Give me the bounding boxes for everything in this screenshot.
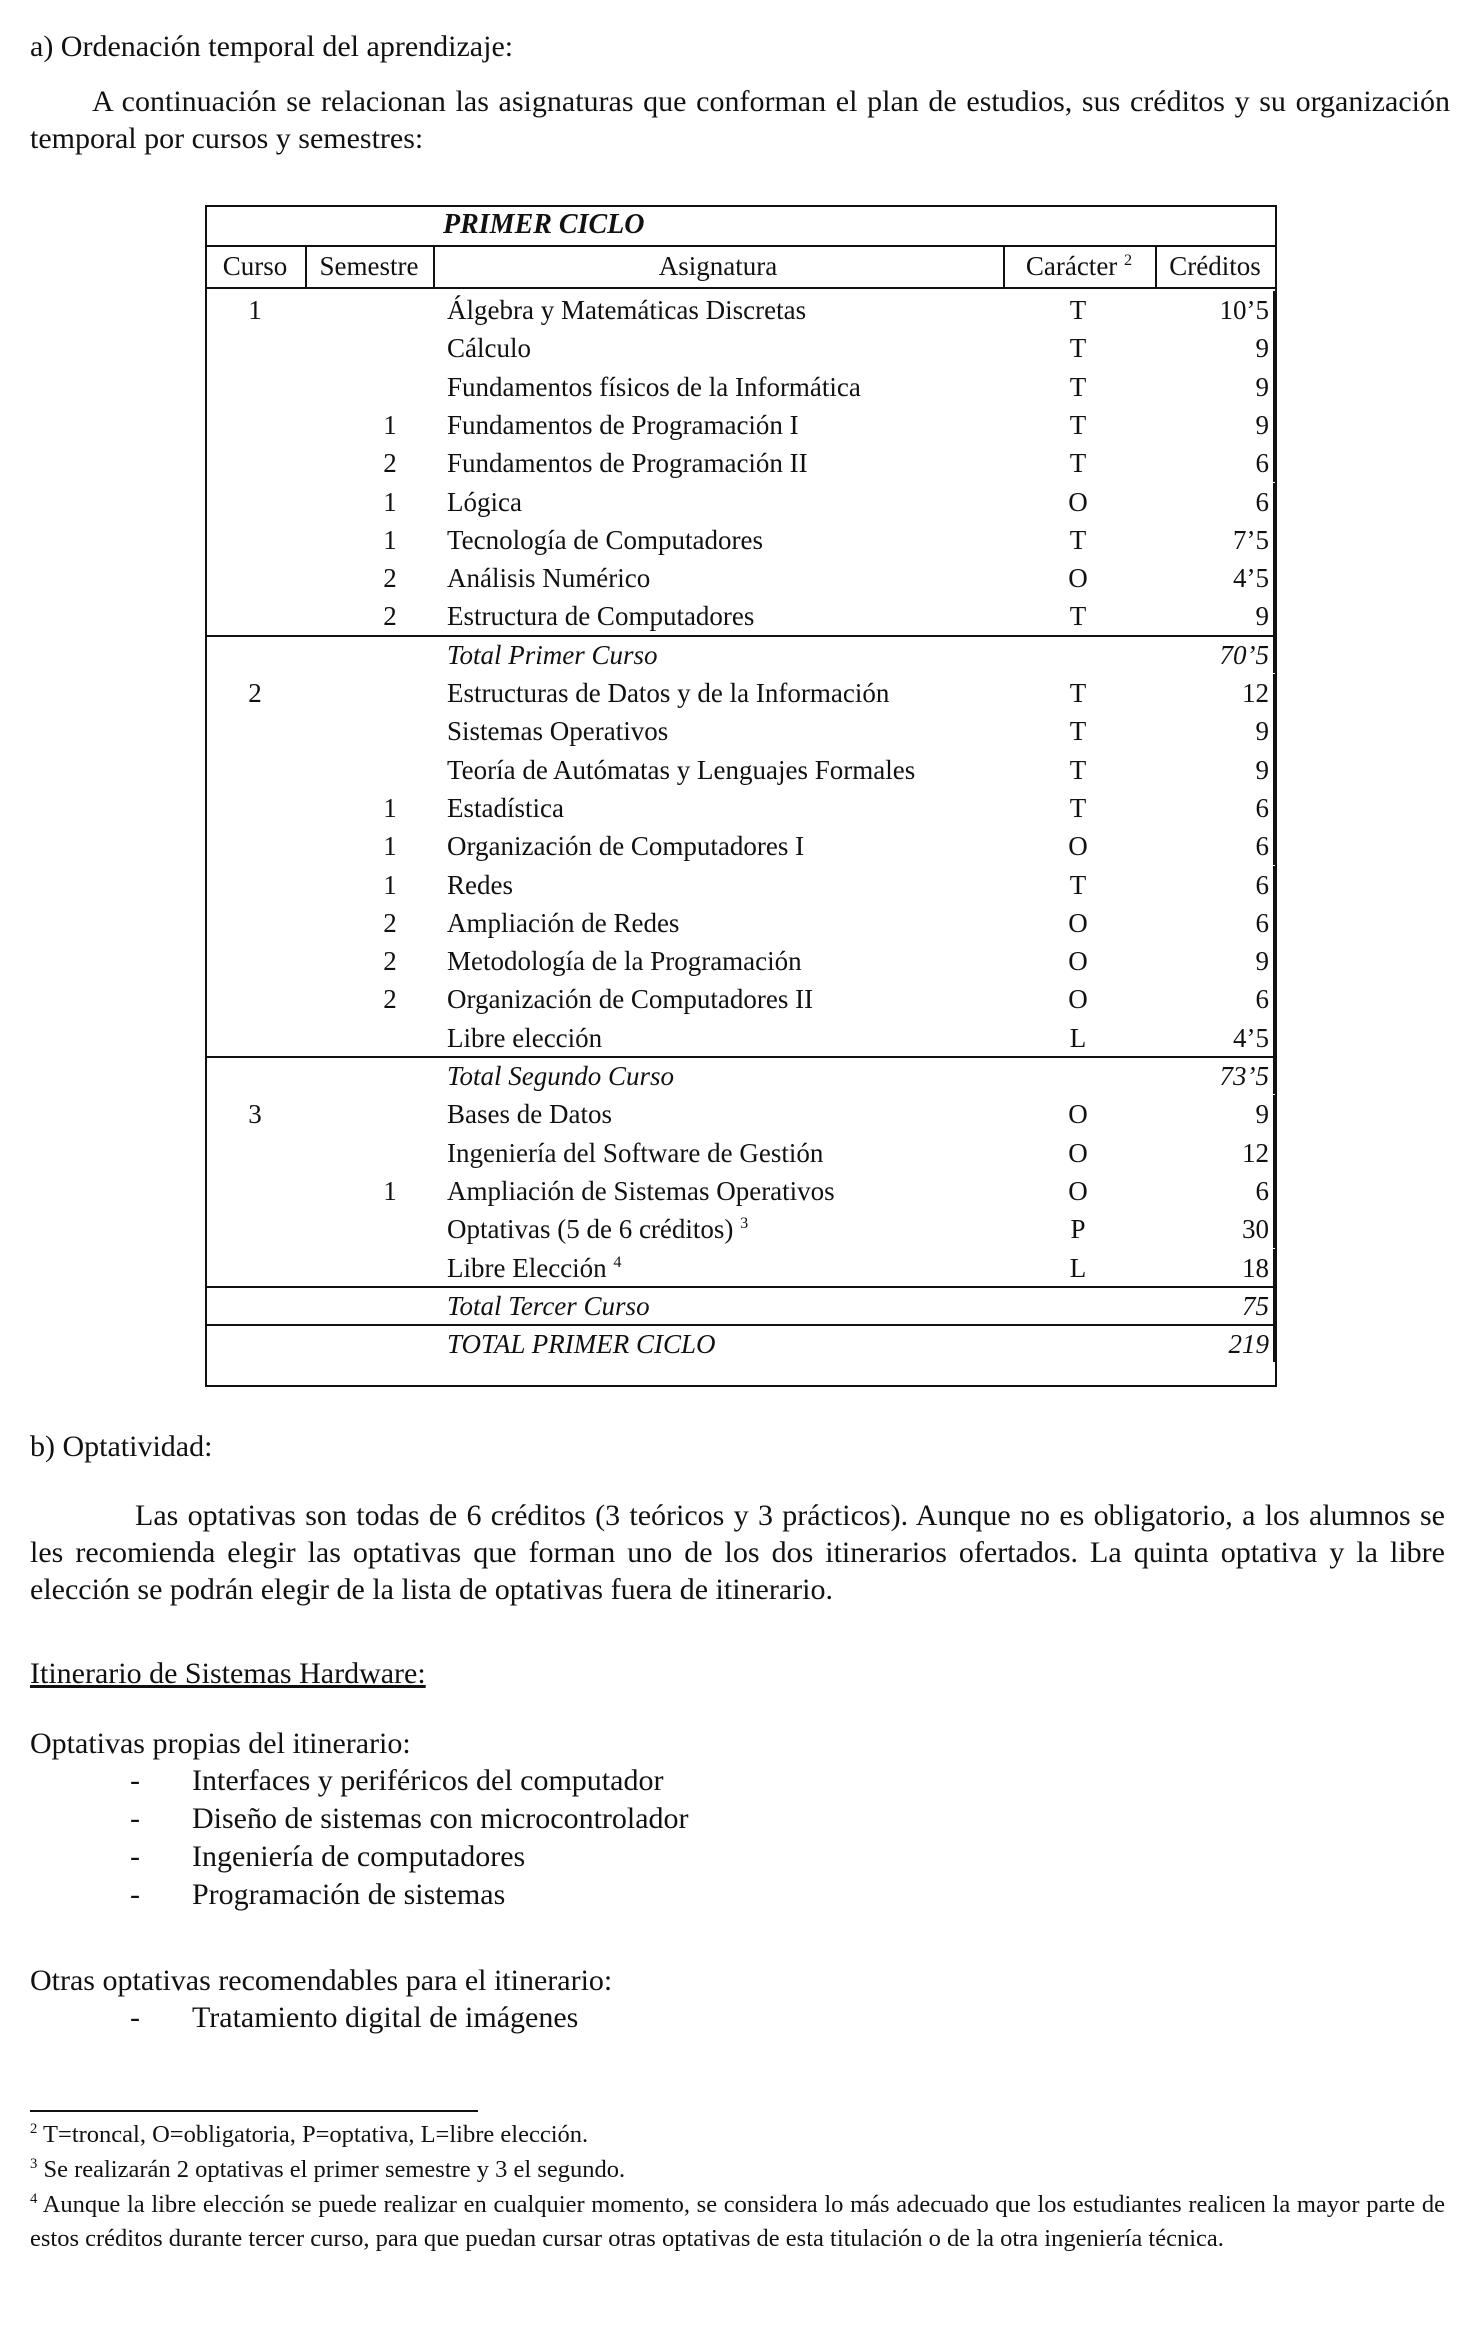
row-asignatura <box>447 368 1007 407</box>
row-caracter: T <box>1069 754 1087 785</box>
asignatura-name: Libre elección <box>447 1022 603 1053</box>
row-semestre: 1 <box>383 409 397 440</box>
list-dash: - <box>130 1802 140 1835</box>
row-creditos: 6 <box>1255 792 1269 823</box>
row-caracter: O <box>1068 1175 1088 1206</box>
list-item-text: Diseño de sistemas con microcontrolador <box>192 1802 689 1835</box>
asignatura-name: Análisis Numérico <box>447 563 651 594</box>
row-creditos: 10’5 <box>1219 295 1269 325</box>
row-creditos: 30 <box>1242 1214 1269 1245</box>
footnotes <box>30 2118 1445 2257</box>
row-caracter: T <box>1069 295 1087 325</box>
row-asignatura <box>447 904 1007 943</box>
total-value: 75 <box>1242 1290 1269 1321</box>
row-asignatura <box>447 483 1007 522</box>
divider <box>205 287 1275 289</box>
header-semestre: Semestre <box>319 251 419 281</box>
asignatura-name: Ampliación de Redes <box>447 907 680 938</box>
row-creditos: 9 <box>1255 946 1269 977</box>
row-asignatura <box>447 1019 1007 1058</box>
row-caracter: T <box>1069 678 1087 708</box>
asignatura-name: Optativas (5 de 6 créditos) <box>447 1214 734 1245</box>
row-asignatura <box>447 559 1007 598</box>
asignatura-name: Organización de Computadores II <box>447 984 814 1015</box>
section-b-paragraph: Las optativas son todas de 6 créditos (3 teóricos y 3 prácticos). Aunque no es obligatorio, a los alumnos se les recomienda elegir las optativas que forman uno de los dos itinerarios ofertados. La quinta optativa y la libre elección se podrán elegir de la lista de optativas fuera de itinerario. <box>30 1499 1445 1606</box>
asignatura-name: Estadística <box>447 792 564 823</box>
list-dash: - <box>130 2001 140 2034</box>
row-creditos: 6 <box>1255 869 1269 900</box>
row-caracter: O <box>1068 1099 1088 1130</box>
divider <box>1273 1210 1275 1248</box>
row-creditos: 18 <box>1242 1252 1269 1283</box>
divider <box>1273 1249 1275 1287</box>
divider <box>1273 980 1275 1018</box>
row-semestre: 1 <box>383 486 397 517</box>
asignatura-name: Fundamentos físicos de la Informática <box>447 371 861 402</box>
row-caracter: O <box>1068 563 1088 594</box>
row-asignatura <box>447 1134 1007 1173</box>
total-value: 73’5 <box>1219 1061 1269 1091</box>
total-label: TOTAL PRIMER CICLO <box>447 1329 716 1360</box>
row-creditos: 9 <box>1255 409 1269 440</box>
divider <box>1273 674 1275 712</box>
row-asignatura <box>447 789 1007 828</box>
row-caracter: T <box>1069 601 1087 632</box>
header-caracter <box>1003 245 1155 287</box>
row-semestre: 2 <box>383 946 397 977</box>
divider <box>1273 866 1275 904</box>
section-a-intro: A continuación se relacionan las asignaturas que conforman el plan de estudios, sus créditos y su organización temporal por cursos y semestres: <box>30 85 1450 155</box>
row-curso: 2 <box>248 678 262 708</box>
header-caracter-note: 2 <box>1124 251 1133 269</box>
footnote <box>30 2153 1445 2188</box>
itinerary-title: Itinerario de Sistemas Hardware: <box>30 1657 426 1690</box>
footnote-ref: 4 <box>613 1252 622 1271</box>
footnote-text: Aunque la libre elección se puede realizar en cualquier momento, se considera lo más adecuado que los estudiantes realicen la mayor parte de estos créditos durante tercer curso, para que puedan cursar otras optativas de esta titulación o de la otra ingeniería técnica. <box>30 2190 1445 2253</box>
footnote <box>30 2118 1445 2153</box>
asignatura-name: Cálculo <box>447 333 531 364</box>
row-semestre: 1 <box>383 869 397 900</box>
row-semestre: 2 <box>383 907 397 938</box>
row-asignatura <box>447 1172 1007 1211</box>
row-caracter: T <box>1069 448 1087 479</box>
row-asignatura <box>447 712 1007 751</box>
row-semestre: 2 <box>383 448 397 479</box>
divider <box>1273 827 1275 865</box>
row-semestre: 2 <box>383 601 397 632</box>
header-caracter-label: Carácter <box>1025 251 1118 281</box>
list-item-text: Tratamiento digital de imágenes <box>192 2001 579 2034</box>
asignatura-name: Bases de Datos <box>447 1099 612 1130</box>
row-creditos: 9 <box>1255 601 1269 632</box>
total-label: Total Segundo Curso <box>447 1061 675 1091</box>
row-caracter: T <box>1069 409 1087 440</box>
divider <box>1273 1134 1275 1172</box>
row-creditos: 4’5 <box>1233 563 1269 594</box>
row-semestre: 2 <box>383 563 397 594</box>
divider <box>1273 635 1275 673</box>
total-label: Total Tercer Curso <box>447 1290 650 1321</box>
row-asignatura <box>447 329 1007 368</box>
divider <box>1273 444 1275 482</box>
row-asignatura <box>447 866 1007 905</box>
divider <box>1273 1324 1275 1362</box>
row-caracter: O <box>1068 984 1088 1015</box>
asignatura-name: Fundamentos de Programación I <box>447 409 799 440</box>
divider <box>1273 291 1275 329</box>
row-creditos: 6 <box>1255 1175 1269 1206</box>
row-creditos: 12 <box>1242 1137 1269 1168</box>
total-value: 70’5 <box>1219 639 1269 670</box>
row-asignatura <box>447 751 1007 790</box>
footnote-text: Se realizarán 2 optativas el primer semestre y 3 el segundo. <box>43 2155 626 2183</box>
asignatura-name: Redes <box>447 869 513 900</box>
row-semestre: 1 <box>383 524 397 555</box>
footnote <box>30 2188 1445 2258</box>
row-caracter: O <box>1068 831 1088 862</box>
asignatura-name: Organización de Computadores I <box>447 831 805 862</box>
list-item-text: Ingeniería de computadores <box>192 1840 526 1873</box>
divider <box>1273 1286 1275 1324</box>
row-asignatura <box>447 444 1007 483</box>
row-semestre: 2 <box>383 984 397 1015</box>
row-creditos: 6 <box>1255 984 1269 1015</box>
list-dash: - <box>130 1840 140 1873</box>
divider <box>1273 1095 1275 1133</box>
divider <box>1273 368 1275 406</box>
own-optatives-label: Optativas propias del itinerario: <box>30 1727 411 1760</box>
row-creditos: 12 <box>1242 678 1269 708</box>
footnote-ref: 3 <box>740 1214 749 1233</box>
row-creditos: 6 <box>1255 448 1269 479</box>
asignatura-name: Metodología de la Programación <box>447 946 802 977</box>
row-caracter: T <box>1069 792 1087 823</box>
row-caracter: T <box>1069 869 1087 900</box>
asignatura-name: Libre Elección <box>447 1252 607 1283</box>
asignatura-name: Estructuras de Datos y de la Información <box>447 678 890 708</box>
footnote-number: 3 <box>30 2155 38 2172</box>
header-creditos: Créditos <box>1169 251 1261 281</box>
divider <box>1273 597 1275 635</box>
row-caracter: L <box>1069 1252 1087 1283</box>
footnote-text: T=troncal, O=obligatoria, P=optativa, L=libre elección. <box>43 2121 589 2148</box>
row-creditos: 4’5 <box>1233 1022 1269 1053</box>
row-asignatura <box>447 291 1007 330</box>
row-caracter: T <box>1069 371 1087 402</box>
list-item-text: Programación de sistemas <box>192 1878 506 1911</box>
row-caracter: O <box>1068 907 1088 938</box>
section-a-heading: a) Ordenación temporal del aprendizaje: <box>30 30 514 63</box>
section-b-heading: b) Optatividad: <box>30 1430 213 1463</box>
asignatura-name: Ingeniería del Software de Gestión <box>447 1137 824 1168</box>
row-caracter: P <box>1070 1214 1086 1245</box>
header-curso: Curso <box>222 251 288 281</box>
header-asignatura: Asignatura <box>658 251 778 281</box>
row-semestre: 1 <box>383 831 397 862</box>
row-asignatura <box>447 521 1007 560</box>
row-creditos: 9 <box>1255 371 1269 402</box>
row-creditos: 9 <box>1255 754 1269 785</box>
divider <box>1273 559 1275 597</box>
row-caracter: T <box>1069 333 1087 364</box>
footnote-number: 2 <box>30 2120 38 2137</box>
divider <box>1273 751 1275 789</box>
row-asignatura <box>447 674 1007 713</box>
asignatura-name: Fundamentos de Programación II <box>447 448 808 479</box>
divider <box>1273 1019 1275 1057</box>
row-asignatura <box>447 980 1007 1019</box>
list-item-text: Interfaces y periféricos del computador <box>192 1764 664 1797</box>
row-curso: 3 <box>248 1099 262 1130</box>
row-semestre: 1 <box>383 1175 397 1206</box>
row-creditos: 7’5 <box>1233 524 1269 555</box>
row-caracter: O <box>1068 1137 1088 1168</box>
row-caracter: L <box>1069 1022 1087 1053</box>
divider <box>1273 712 1275 750</box>
row-caracter: T <box>1069 716 1087 747</box>
divider <box>1273 904 1275 942</box>
divider <box>1273 483 1275 521</box>
row-semestre: 1 <box>383 792 397 823</box>
row-creditos: 6 <box>1255 907 1269 938</box>
asignatura-name: Ampliación de Sistemas Operativos <box>447 1175 835 1206</box>
divider <box>1273 942 1275 980</box>
list-dash: - <box>130 1878 140 1911</box>
row-asignatura <box>447 1095 1007 1134</box>
table-title: PRIMER CICLO <box>443 209 645 240</box>
row-asignatura <box>447 406 1007 445</box>
row-creditos: 9 <box>1255 333 1269 364</box>
asignatura-name: Tecnología de Computadores <box>447 524 764 555</box>
divider <box>1273 521 1275 559</box>
asignatura-name: Estructura de Computadores <box>447 601 755 632</box>
row-creditos: 9 <box>1255 1099 1269 1130</box>
row-caracter: T <box>1069 524 1087 555</box>
asignatura-name: Álgebra y Matemáticas Discretas <box>447 295 807 325</box>
footnote-number: 4 <box>30 2190 38 2207</box>
total-value: 219 <box>1228 1329 1269 1360</box>
row-asignatura <box>447 827 1007 866</box>
divider <box>1273 789 1275 827</box>
divider <box>1273 329 1275 367</box>
asignatura-name: Teoría de Autómatas y Lenguajes Formales <box>447 754 916 785</box>
row-creditos: 9 <box>1255 716 1269 747</box>
row-creditos: 6 <box>1255 486 1269 517</box>
divider <box>1273 1056 1275 1094</box>
asignatura-name: Sistemas Operativos <box>447 716 669 747</box>
row-curso: 1 <box>248 295 262 325</box>
row-caracter: O <box>1068 946 1088 977</box>
row-asignatura <box>447 597 1007 636</box>
row-caracter: O <box>1068 486 1088 517</box>
divider <box>1273 1172 1275 1210</box>
asignatura-name: Lógica <box>447 486 522 517</box>
row-asignatura <box>447 1249 1007 1288</box>
study-plan-table <box>205 205 1275 1385</box>
row-asignatura <box>447 942 1007 981</box>
row-asignatura <box>447 1210 1007 1249</box>
total-label: Total Primer Curso <box>447 639 658 670</box>
other-optatives-label: Otras optativas recomendables para el itinerario: <box>30 1964 613 1997</box>
footnote-rule <box>30 2110 478 2112</box>
list-dash: - <box>130 1764 140 1797</box>
row-creditos: 6 <box>1255 831 1269 862</box>
divider <box>1273 406 1275 444</box>
